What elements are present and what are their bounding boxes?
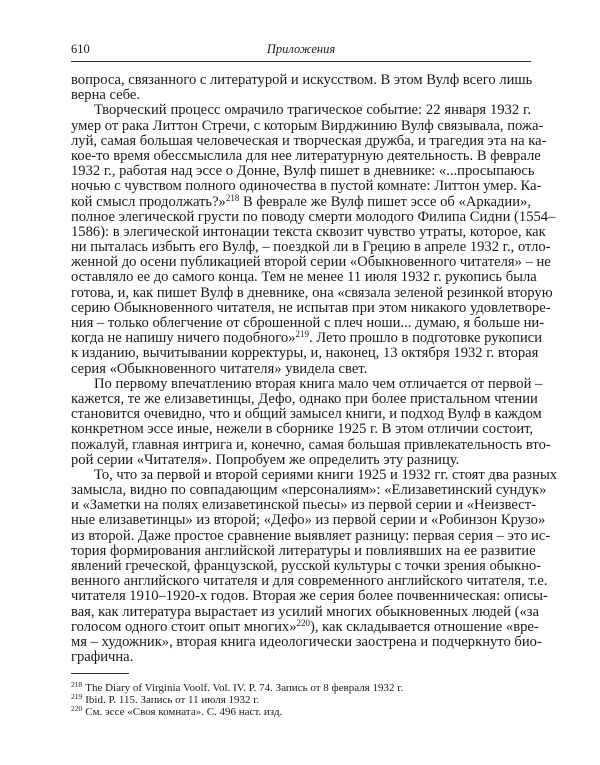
paragraph (71, 375, 551, 468)
text-segment: верна себе. (71, 87, 141, 104)
text-line (71, 482, 547, 499)
text-segment: и «Заметки на полях елизаветинской пьесы» из первой серии и «Неизвест- (71, 497, 536, 514)
text-line (71, 406, 542, 423)
text-segment: ночью с чувством полного одиночества в пустой комнате: Литтон умер. Ка- (71, 178, 542, 195)
text-line (71, 466, 558, 483)
text-segment: То, что за первой и второй сериями книги 1925 и 1932 гг. стоят два разных (94, 466, 558, 483)
text-line (71, 132, 547, 149)
text-segment: готова, и, как пишет Вулф в дневнике, она «связала зеленой резинкой вторую (71, 284, 553, 301)
text-segment: кажется, те же елизаветинцы, Дефо, однако при более пристальном чтении (71, 390, 538, 407)
text-line (71, 453, 531, 468)
text-line (71, 436, 551, 453)
text-line (71, 299, 551, 316)
text-segment: читателя 1910–1920-х годов. Вторая же серия более почвенническая: описы- (71, 588, 548, 605)
text-segment: умер от рака Литтон Стречи, с которым Вирджинию Вулф связывала, пожа- (71, 117, 544, 134)
footnote-number: 220 (71, 704, 83, 713)
text-line (71, 329, 543, 347)
text-segment: рой серии «Читателя». Попробуем же определить эту разницу. (71, 451, 460, 468)
footnote-ref[interactable]: 218 (225, 192, 240, 203)
text-segment: из второй. Даже простое сравнение выявляет разницу: первая серия – это ис- (71, 527, 551, 544)
text-line (71, 375, 543, 392)
text-segment: пожалуй, главная интрига и, конечно, самая большая привлекательность вто- (71, 436, 551, 453)
text-segment: женной до осени публикацией второй серии «Обыкновенного читателя» – не (71, 254, 551, 271)
text-line (71, 103, 531, 118)
paragraph (71, 73, 531, 103)
footnote-ref[interactable]: 219 (295, 329, 309, 340)
text-line (71, 223, 546, 240)
text-line (71, 512, 546, 529)
text-line (71, 178, 542, 195)
text-line (71, 497, 536, 514)
text-line (71, 284, 553, 301)
text-segment: серию Обыкновенного читателя, не испытав при этом никакого удовлетворе- (71, 299, 551, 316)
text-line (71, 147, 541, 164)
text-line (71, 239, 551, 256)
text-segment: ), как складывается отношение «вре- (310, 618, 539, 635)
text-line (71, 88, 531, 103)
text-segment: голосом одного стоит опыт многих» (71, 618, 297, 635)
body-text (71, 72, 558, 666)
text-segment: ные елизаветинцы» из второй; «Дефо» из первой серии и «Робинзон Крузо» (71, 512, 546, 529)
text-segment: венного английского читателя и для современного английского читателя, т.е. (71, 573, 548, 590)
text-segment: кое-то время обессмыслила для нее литературную деятельность. В феврале (71, 147, 541, 164)
text-line (71, 390, 538, 407)
text-segment: замысла, видно по совпадающим «персоналиям»: «Елизаветинский сундук» (71, 482, 547, 499)
text-line (71, 362, 531, 377)
text-segment: ния – только облегчение от сброшенной с плеч ноши... думаю, я больше ни- (71, 315, 545, 331)
text-segment: 1932 г., работая над эссе о Донне, Вулф пишет в дневнике: «...просыпаюсь (71, 163, 535, 180)
text-segment: мя – художник», вторая книга идеологически заострена и подчеркнуто био- (71, 633, 542, 650)
footnote-number: 219 (71, 692, 83, 701)
text-segment: становится очевидно, что и общий замысел книги, и подход Вулф в каждом (71, 406, 542, 423)
text-line (71, 73, 531, 88)
text-line (71, 163, 535, 180)
page-number: 610 (71, 42, 90, 56)
text-segment: . Лето прошло в подготовке рукописи (308, 330, 543, 347)
text-segment: явлений греческой, французской, русской культуры с точки зрения обыкно- (71, 558, 542, 574)
text-segment: вопроса, связанного с литературой и искусством. В этом Вулф всего лишь (71, 72, 533, 88)
footnote-text: The Diary of Virginia Voolf. Vol. IV. P. 74. Запись от 8 февраля 1932 г. (85, 682, 404, 694)
text-segment: вая, как литература вырастает из усилий многих обыкновенных людей («за (71, 603, 540, 620)
footnote (71, 682, 403, 694)
text-line (71, 633, 542, 650)
text-segment: ни пыталась избыть его Вулф, – поездкой ли в Грецию в апреле 1932 г., отло- (71, 239, 551, 256)
text-segment: кой смысл продолжать?» (71, 193, 226, 210)
text-line (71, 117, 544, 134)
paragraph (71, 102, 556, 377)
running-title: Приложения (266, 42, 336, 56)
text-line (71, 254, 551, 271)
footnote-rule (71, 673, 129, 674)
text-line (71, 617, 539, 635)
text-segment: тория формирования английской литературы и повлиявших на ее развитие (71, 542, 536, 559)
text-segment: В феврале же Вулф пишет эссе об «Аркадии», (239, 193, 531, 210)
text-line (71, 192, 531, 210)
text-segment: полное элегической грусти по поводу смерти молодого Филипа Сидни (1554– (71, 208, 556, 225)
text-segment: По первому впечатлению вторая книга мало чем отличается от первой – (94, 375, 543, 392)
header-rule (71, 61, 531, 62)
text-segment: 1586): в элегической интонации текста сквозит чувство утраты, которое, как (71, 223, 546, 240)
text-segment: графична. (71, 649, 134, 666)
text-line (71, 269, 537, 286)
text-line (71, 542, 536, 559)
paragraph (71, 466, 558, 666)
text-segment: луй, самая большая человеческая и творческая дружба, и трагедия эта на ка- (71, 132, 547, 149)
footnote-ref[interactable]: 220 (296, 617, 310, 628)
footnote (71, 694, 403, 706)
footnotes (71, 682, 403, 718)
text-segment: оставляло ее до самого конца. Тем не менее 11 июля 1932 г. рукопись была (71, 269, 537, 286)
text-line (71, 421, 534, 438)
text-line (71, 588, 548, 605)
text-line (71, 573, 548, 590)
text-segment: серия «Обыкновенного читателя» увидела свет. (71, 360, 368, 377)
footnote-text: Ibid. P. 115. Запись от 11 июля 1932 г. (85, 694, 260, 706)
text-segment: конкретном эссе иные, нежели в сборнике 1925 г. В этом отличии состоит, (71, 421, 534, 438)
page-header (71, 42, 531, 60)
footnote-text: См. эссе «Своя комната». С. 496 наст. изд. (85, 706, 283, 718)
text-line (71, 527, 551, 544)
text-line (71, 650, 531, 665)
text-line (71, 208, 556, 225)
text-line (71, 558, 542, 574)
footnote-number: 218 (71, 680, 83, 689)
text-segment: когда не напишу ничего подобного» (71, 330, 296, 347)
footnote (71, 706, 403, 718)
text-segment: Творческий процесс омрачило трагическое событие: 22 января 1932 г. (94, 102, 531, 119)
text-segment: к изданию, вычитывании корректуры, и, наконец, 13 октября 1932 г. вторая (71, 345, 539, 362)
text-line (71, 345, 539, 362)
